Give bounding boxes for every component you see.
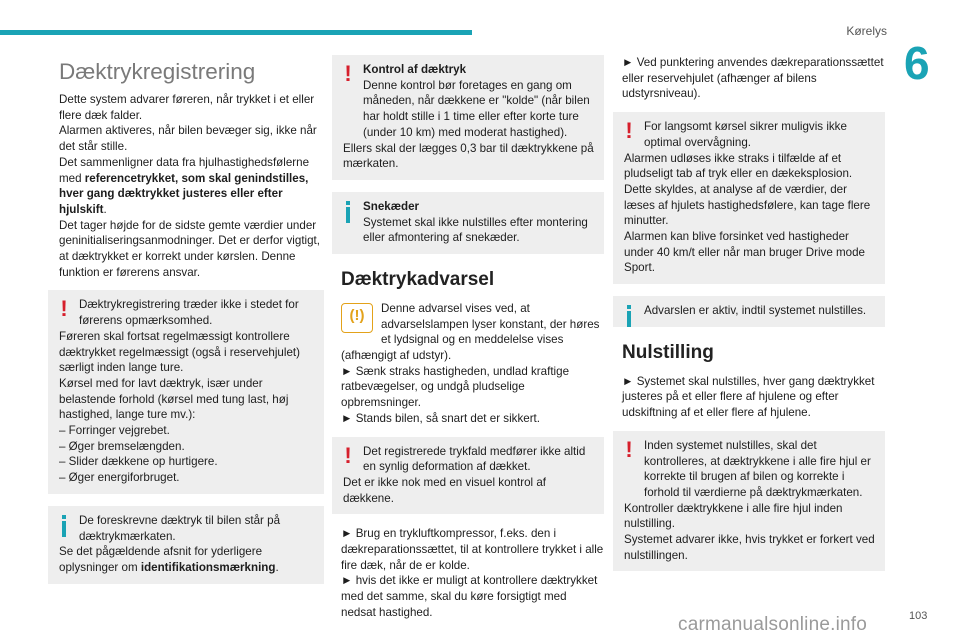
info-icon [344, 201, 352, 223]
header-accent-bar [0, 30, 472, 35]
warning-lamp-icon: (!) [341, 303, 373, 333]
paragraph: Det sammenligner data fra hjulhastighedsfølerne med referencetrykket, som skal genindstilles, hver gang dæktrykket justeres eller efter hjulskift. [59, 155, 310, 216]
paragraph: Det tager højde for de sidste gemte værdier under geninitialiseringsanmodninger. Det er derfor vigtigt, at dæktrykket er korrekt under kørslen. Denne funktion er førerens ansvar. [59, 218, 321, 279]
info-icon [60, 515, 68, 537]
paragraph: Alarmen aktiveres, når bilen bevæger sig, ikke når det står stille. [59, 124, 317, 154]
section-title: Dæktrykadvarsel [341, 269, 495, 291]
chapter-number: 6 [904, 37, 930, 89]
bullet: ► Ved punktering anvendes dækreparationssættet eller reservehjulet (afhænger af bilens udstyrsniveau). [622, 56, 884, 101]
warning-box: ! Dæktrykregistrering træder ikke i stedet for førerens opmærksomhed. Føreren skal fortsat regelmæssigt kontrollere dæktrykket regelmæssigt (også i reservehjulet) særligt inden lange ture. Kørsel med for lavt dæktryk, især under belastende forhold (kørsel med tung last, høj hastighed, lange ture mv.): – Forringer vejgrebet. – Øger bremselængden. – Slider dækkene op hurtigere. – Øger energiforbruget. [48, 290, 324, 493]
chapter-title: Kørelys [846, 24, 887, 38]
warning-icon: ! [625, 436, 633, 462]
warning-box: ! Det registrerede trykfald medfører ikke altid en synlig deformation af dækket. Det er ikke nok med en visuel kontrol af dækkene. [332, 437, 604, 515]
warning-box: ! For langsomt kørsel sikrer muligvis ikke optimal overvågning. Alarmen udløses ikke straks i tilfælde af et pludseligt tab af tryk eller en dækeksplosion. Dette skyldes, at analyse af de værdier, der læses af hjulets hastighedsfølere, kan tage flere minutter. Alarmen kan blive forsinket ved hastigheder under 40 km/t eller når man bruger Drive mode Sport. [613, 112, 885, 284]
warning-icon: ! [60, 296, 68, 322]
info-icon [625, 305, 633, 327]
list-item: – Øger energiforbruget. [59, 471, 180, 485]
page-number: 103 [909, 610, 928, 622]
warning-box: ! Inden systemet nulstilles, skal det kontrolleres, at dæktrykkene i alle fire hjul er korrekte til brugen af bilen og korrekte i forhold til værdierne på dæktrykmærkaten. Kontroller dæktrykkene i alle fire hjul inden nulstilling. Systemet advarer ikke, hvis trykket er forkert ved nulstillingen. [613, 431, 885, 572]
warning-icon: ! [344, 442, 352, 468]
list-item: – Slider dækkene op hurtigere. [59, 455, 218, 469]
info-box: Advarslen er aktiv, indtil systemet nulstilles. [613, 296, 885, 327]
list-item: – Forringer vejgrebet. [59, 424, 170, 438]
watermark: carmanualsonline.info [678, 614, 868, 635]
list-item: – Øger bremselængden. [59, 439, 185, 453]
column-1 [59, 55, 324, 596]
bullet: ► Brug en trykluftkompressor, f.eks. den i dækreparationssættet, til at kontrollere trykket i alle fire dæk, når de er kolde. [341, 527, 604, 572]
column-3 [622, 55, 885, 583]
bullet: ► Systemet skal nulstilles, hver gang dæktrykket justeres på et eller flere af hjulene og efter udskiftning af et eller flere af hjulene. [622, 374, 875, 420]
warning-icon: ! [344, 61, 352, 86]
warning-box: ! Kontrol af dæktryk Denne kontrol bør foretages en gang om måneden, når dækkene er "kolde" (når bilen har holdt stille i 1 time eller efter korte ture (under 10 km) med moderat hastighed). Ellers skal der lægges 0,3 bar til dæktrykkene på mærkaten. [332, 55, 604, 180]
warning-icon: ! [625, 118, 633, 144]
column-2 [341, 55, 604, 621]
info-box: Snekæder Systemet skal ikke nulstilles efter montering eller afmontering af snekæder. [332, 192, 604, 254]
bullet: ► Stands bilen, så snart det er sikkert. [341, 411, 540, 425]
paragraph: Denne advarsel vises ved, at advarselslampen lyser konstant, der høres et lydsignal og en meddelelse vises (afhængigt af udstyr). [341, 301, 600, 363]
section-title: Nulstilling [622, 341, 714, 363]
paragraph: Dette system advarer føreren, når trykket i et eller flere dæk falder. [59, 93, 315, 122]
info-box: De foreskrevne dæktryk til bilen står på dæktrykmærkaten. Se det pågældende afsnit for yderligere oplysninger om identifikationsmærkning. [48, 506, 324, 584]
page-title: Dæktrykregistrering [59, 59, 256, 84]
bullet: ► Sænk straks hastigheden, undlad kraftige ratbevægelser, og undgå pludselige opbremsninger. [341, 364, 570, 410]
bullet: ► hvis det ikke er muligt at kontrollere dæktrykket med det samme, skal du køre forsigtigt med nedsat hastighed. [341, 574, 598, 619]
